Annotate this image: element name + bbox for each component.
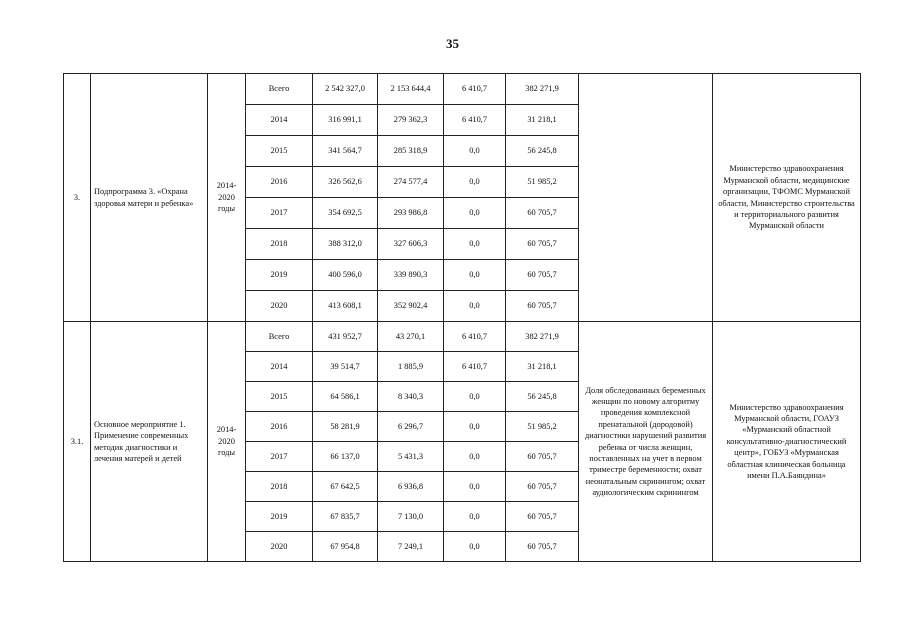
value-cell-v2: 1 885,9 xyxy=(378,352,444,382)
value-cell-v4: 51 985,2 xyxy=(506,167,579,198)
section-period-cell: 2014-2020 годы xyxy=(208,74,246,322)
year-cell: 2016 xyxy=(246,412,313,442)
value-cell-v4: 31 218,1 xyxy=(506,105,579,136)
value-cell-v3: 0,0 xyxy=(444,532,506,562)
value-cell-v2: 8 340,3 xyxy=(378,382,444,412)
year-cell: 2017 xyxy=(246,442,313,472)
value-cell-v3: 0,0 xyxy=(444,260,506,291)
value-cell-v1: 39 514,7 xyxy=(313,352,378,382)
value-cell-v1: 431 952,7 xyxy=(313,322,378,352)
value-cell-v4: 60 705,7 xyxy=(506,502,579,532)
value-cell-v1: 326 562,6 xyxy=(313,167,378,198)
value-cell-v4: 382 271,9 xyxy=(506,322,579,352)
value-cell-v1: 67 835,7 xyxy=(313,502,378,532)
year-cell: 2019 xyxy=(246,260,313,291)
value-cell-v3: 6 410,7 xyxy=(444,352,506,382)
year-cell: 2017 xyxy=(246,198,313,229)
year-cell: 2018 xyxy=(246,229,313,260)
value-cell-v1: 67 954,8 xyxy=(313,532,378,562)
value-cell-v4: 60 705,7 xyxy=(506,291,579,322)
value-cell-v3: 6 410,7 xyxy=(444,74,506,105)
value-cell-v4: 51 985,2 xyxy=(506,412,579,442)
value-cell-v1: 67 642,5 xyxy=(313,472,378,502)
value-cell-v4: 60 705,7 xyxy=(506,229,579,260)
value-cell-v2: 7 249,1 xyxy=(378,532,444,562)
value-cell-v3: 0,0 xyxy=(444,502,506,532)
section-name-cell: Основное мероприятие 1. Применение современных методик диагностики и лечения матерей и детей xyxy=(91,322,208,562)
value-cell-v3: 0,0 xyxy=(444,291,506,322)
value-cell-v2: 279 362,3 xyxy=(378,105,444,136)
value-cell-v2: 274 577,4 xyxy=(378,167,444,198)
table-row xyxy=(64,74,861,105)
value-cell-v1: 2 542 327,0 xyxy=(313,74,378,105)
value-cell-v3: 0,0 xyxy=(444,382,506,412)
value-cell-v2: 7 130,0 xyxy=(378,502,444,532)
section-number-cell: 3.1. xyxy=(64,322,91,562)
section-period-cell: 2014-2020 годы xyxy=(208,322,246,562)
program-table xyxy=(63,73,861,562)
value-cell-v4: 60 705,7 xyxy=(506,472,579,502)
executors-cell: Министерство здравоохранения Мурманской области, медицинские организации, ТФОМС Мурманской области, Министерство строительства и территориального развития Мурманской области xyxy=(713,74,861,322)
section-name-cell: Подпрограмма 3. «Охрана здоровья матери и ребенка» xyxy=(91,74,208,322)
value-cell-v4: 60 705,7 xyxy=(506,532,579,562)
value-cell-v1: 58 281,9 xyxy=(313,412,378,442)
value-cell-v2: 285 318,9 xyxy=(378,136,444,167)
indicator-cell xyxy=(579,74,713,322)
value-cell-v3: 0,0 xyxy=(444,412,506,442)
year-cell: 2020 xyxy=(246,291,313,322)
year-cell: Всего xyxy=(246,74,313,105)
year-cell: 2015 xyxy=(246,382,313,412)
value-cell-v2: 352 902,4 xyxy=(378,291,444,322)
indicator-cell: Доля обследованных беременных женщин по новому алгоритму проведения комплексной пренатальной (дородовой) диагностики нарушений развития ребенка от числа женщин, поставленных на учет в первом триместре беременности; охват неонатальным скринингом; охват аудиологическим скринингом xyxy=(579,322,713,562)
year-cell: 2018 xyxy=(246,472,313,502)
value-cell-v3: 0,0 xyxy=(444,472,506,502)
value-cell-v4: 56 245,8 xyxy=(506,382,579,412)
value-cell-v3: 0,0 xyxy=(444,198,506,229)
value-cell-v2: 293 986,8 xyxy=(378,198,444,229)
table-body xyxy=(64,74,861,562)
year-cell: 2015 xyxy=(246,136,313,167)
value-cell-v1: 354 692,5 xyxy=(313,198,378,229)
value-cell-v4: 60 705,7 xyxy=(506,260,579,291)
value-cell-v1: 413 608,1 xyxy=(313,291,378,322)
value-cell-v2: 43 270,1 xyxy=(378,322,444,352)
value-cell-v3: 6 410,7 xyxy=(444,105,506,136)
value-cell-v3: 0,0 xyxy=(444,167,506,198)
value-cell-v3: 0,0 xyxy=(444,442,506,472)
value-cell-v2: 339 890,3 xyxy=(378,260,444,291)
page-number: 35 xyxy=(446,36,459,51)
value-cell-v1: 66 137,0 xyxy=(313,442,378,472)
year-cell: 2016 xyxy=(246,167,313,198)
year-cell: 2014 xyxy=(246,105,313,136)
value-cell-v4: 382 271,9 xyxy=(506,74,579,105)
table-row xyxy=(64,322,861,352)
value-cell-v4: 31 218,1 xyxy=(506,352,579,382)
year-cell: 2020 xyxy=(246,532,313,562)
value-cell-v3: 0,0 xyxy=(444,229,506,260)
value-cell-v4: 60 705,7 xyxy=(506,198,579,229)
value-cell-v1: 341 564,7 xyxy=(313,136,378,167)
value-cell-v4: 60 705,7 xyxy=(506,442,579,472)
value-cell-v1: 388 312,0 xyxy=(313,229,378,260)
value-cell-v1: 64 586,1 xyxy=(313,382,378,412)
value-cell-v3: 0,0 xyxy=(444,136,506,167)
value-cell-v2: 5 431,3 xyxy=(378,442,444,472)
value-cell-v2: 2 153 644,4 xyxy=(378,74,444,105)
value-cell-v1: 316 991,1 xyxy=(313,105,378,136)
value-cell-v2: 6 936,8 xyxy=(378,472,444,502)
section-number-cell: 3. xyxy=(64,74,91,322)
value-cell-v2: 6 296,7 xyxy=(378,412,444,442)
value-cell-v3: 6 410,7 xyxy=(444,322,506,352)
year-cell: Всего xyxy=(246,322,313,352)
executors-cell: Министерство здравоохранения Мурманской области, ГОАУЗ «Мурманский областной консультативно-диагностический центр», ГОБУЗ «Мурманская областная клиническая больница имени П.А.Баяндина» xyxy=(713,322,861,562)
year-cell: 2014 xyxy=(246,352,313,382)
value-cell-v4: 56 245,8 xyxy=(506,136,579,167)
value-cell-v1: 400 596,0 xyxy=(313,260,378,291)
year-cell: 2019 xyxy=(246,502,313,532)
value-cell-v2: 327 606,3 xyxy=(378,229,444,260)
